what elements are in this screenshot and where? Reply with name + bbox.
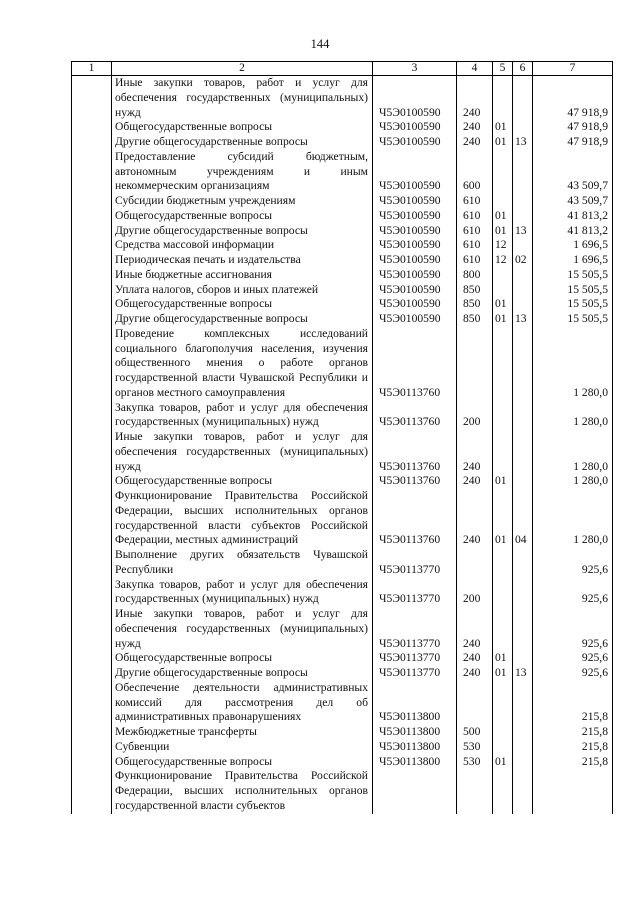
expense-type-code: 500 bbox=[457, 725, 493, 740]
section-code: 01 bbox=[493, 666, 513, 681]
row-name: Предоставление субсидий бюджетным, автономным учреждениям и иным некоммерческим организациям bbox=[112, 150, 373, 194]
target-article-code: Ч5Э0100590 bbox=[373, 150, 457, 194]
target-article-code: Ч5Э0100590 bbox=[373, 76, 457, 121]
table-row bbox=[72, 474, 613, 489]
expense-type-code bbox=[457, 681, 493, 725]
section-code bbox=[493, 430, 513, 474]
subsection-code bbox=[513, 76, 533, 121]
cell-col1 bbox=[72, 253, 112, 268]
expense-type-code: 610 bbox=[457, 224, 493, 239]
target-article-code: Ч5Э0113770 bbox=[373, 548, 457, 578]
subsection-code bbox=[513, 401, 533, 431]
cell-col1 bbox=[72, 548, 112, 578]
target-article-code: Ч5Э0100590 bbox=[373, 312, 457, 327]
section-code bbox=[493, 283, 513, 298]
row-name: Другие общегосударственные вопросы bbox=[112, 666, 373, 681]
section-code: 01 bbox=[493, 312, 513, 327]
section-code: 01 bbox=[493, 297, 513, 312]
row-name: Проведение комплексных исследований социального благополучия населения, изучения общественного мнения о работе органов государственной власти Чувашской Республики и органов местного самоуправления bbox=[112, 327, 373, 401]
subsection-code bbox=[513, 755, 533, 770]
table-row bbox=[72, 725, 613, 740]
row-name: Выполнение других обязательств Чувашской Республики bbox=[112, 548, 373, 578]
cell-col1 bbox=[72, 120, 112, 135]
table-row bbox=[72, 489, 613, 548]
expense-type-code: 240 bbox=[457, 474, 493, 489]
amount: 15 505,5 bbox=[533, 297, 613, 312]
table-row bbox=[72, 769, 613, 813]
column-header: 7 bbox=[533, 62, 613, 76]
amount: 215,8 bbox=[533, 740, 613, 755]
target-article-code: Ч5Э0113760 bbox=[373, 474, 457, 489]
table-row bbox=[72, 224, 613, 239]
table-row bbox=[72, 666, 613, 681]
column-header: 2 bbox=[112, 62, 373, 76]
cell-col1 bbox=[72, 474, 112, 489]
cell-col1 bbox=[72, 578, 112, 608]
section-code bbox=[493, 607, 513, 651]
expense-type-code: 240 bbox=[457, 430, 493, 474]
subsection-code bbox=[513, 297, 533, 312]
row-name: Другие общегосударственные вопросы bbox=[112, 135, 373, 150]
table-row bbox=[72, 578, 613, 608]
section-code: 12 bbox=[493, 253, 513, 268]
expense-type-code: 200 bbox=[457, 401, 493, 431]
section-code bbox=[493, 194, 513, 209]
amount: 15 505,5 bbox=[533, 268, 613, 283]
table-row bbox=[72, 194, 613, 209]
subsection-code bbox=[513, 194, 533, 209]
target-article-code: Ч5Э0113800 bbox=[373, 740, 457, 755]
target-article-code: Ч5Э0113800 bbox=[373, 725, 457, 740]
cell-col1 bbox=[72, 135, 112, 150]
amount: 1 280,0 bbox=[533, 401, 613, 431]
row-name: Уплата налогов, сборов и иных платежей bbox=[112, 283, 373, 298]
row-name: Периодическая печать и издательства bbox=[112, 253, 373, 268]
amount: 925,6 bbox=[533, 548, 613, 578]
row-name: Общегосударственные вопросы bbox=[112, 651, 373, 666]
amount bbox=[533, 769, 613, 813]
subsection-code bbox=[513, 578, 533, 608]
cell-col1 bbox=[72, 401, 112, 431]
table-row bbox=[72, 76, 613, 121]
table-row bbox=[72, 651, 613, 666]
subsection-code bbox=[513, 327, 533, 401]
row-name: Субсидии бюджетным учреждениям bbox=[112, 194, 373, 209]
expense-type-code: 850 bbox=[457, 297, 493, 312]
column-header: 4 bbox=[457, 62, 493, 76]
row-name: Средства массовой информации bbox=[112, 238, 373, 253]
subsection-code bbox=[513, 474, 533, 489]
subsection-code: 13 bbox=[513, 135, 533, 150]
subsection-code: 13 bbox=[513, 312, 533, 327]
section-code bbox=[493, 769, 513, 813]
section-code: 01 bbox=[493, 209, 513, 224]
section-code: 01 bbox=[493, 120, 513, 135]
amount: 925,6 bbox=[533, 607, 613, 651]
target-article-code: Ч5Э0100590 bbox=[373, 224, 457, 239]
amount: 1 280,0 bbox=[533, 327, 613, 401]
table-row bbox=[72, 681, 613, 725]
section-code: 01 bbox=[493, 755, 513, 770]
section-code bbox=[493, 578, 513, 608]
subsection-code bbox=[513, 430, 533, 474]
target-article-code bbox=[373, 769, 457, 813]
table-row bbox=[72, 283, 613, 298]
subsection-code bbox=[513, 548, 533, 578]
cell-col1 bbox=[72, 725, 112, 740]
cell-col1 bbox=[72, 194, 112, 209]
cell-col1 bbox=[72, 769, 112, 813]
subsection-code bbox=[513, 769, 533, 813]
subsection-code bbox=[513, 238, 533, 253]
expense-type-code: 530 bbox=[457, 755, 493, 770]
amount: 47 918,9 bbox=[533, 135, 613, 150]
table-row bbox=[72, 430, 613, 474]
table-row bbox=[72, 740, 613, 755]
column-header: 1 bbox=[72, 62, 112, 76]
cell-col1 bbox=[72, 283, 112, 298]
expense-type-code: 800 bbox=[457, 268, 493, 283]
section-code: 01 bbox=[493, 135, 513, 150]
section-code bbox=[493, 150, 513, 194]
amount: 215,8 bbox=[533, 725, 613, 740]
table-row bbox=[72, 209, 613, 224]
expense-type-code: 240 bbox=[457, 651, 493, 666]
amount: 43 509,7 bbox=[533, 150, 613, 194]
amount: 47 918,9 bbox=[533, 120, 613, 135]
row-name: Субвенции bbox=[112, 740, 373, 755]
table-row bbox=[72, 238, 613, 253]
amount: 15 505,5 bbox=[533, 283, 613, 298]
target-article-code: Ч5Э0113770 bbox=[373, 578, 457, 608]
row-name: Закупка товаров, работ и услуг для обеспечения государственных (муниципальных) нужд bbox=[112, 578, 373, 608]
target-article-code: Ч5Э0113770 bbox=[373, 607, 457, 651]
amount: 1 696,5 bbox=[533, 238, 613, 253]
row-name: Общегосударственные вопросы bbox=[112, 209, 373, 224]
table-row bbox=[72, 607, 613, 651]
subsection-code bbox=[513, 607, 533, 651]
amount: 215,8 bbox=[533, 681, 613, 725]
section-code bbox=[493, 327, 513, 401]
cell-col1 bbox=[72, 681, 112, 725]
row-name: Функционирование Правительства Российской Федерации, высших исполнительных органов государственной власти субъектов Российской Федерации, местных администраций bbox=[112, 489, 373, 548]
cell-col1 bbox=[72, 224, 112, 239]
row-name: Функционирование Правительства Российской Федерации, высших исполнительных органов государственной власти субъектов bbox=[112, 769, 373, 813]
subsection-code: 13 bbox=[513, 224, 533, 239]
expense-type-code bbox=[457, 548, 493, 578]
target-article-code: Ч5Э0100590 bbox=[373, 209, 457, 224]
target-article-code: Ч5Э0100590 bbox=[373, 268, 457, 283]
target-article-code: Ч5Э0113760 bbox=[373, 489, 457, 548]
section-code: 01 bbox=[493, 224, 513, 239]
expense-type-code bbox=[457, 327, 493, 401]
target-article-code: Ч5Э0100590 bbox=[373, 238, 457, 253]
cell-col1 bbox=[72, 150, 112, 194]
target-article-code: Ч5Э0100590 bbox=[373, 283, 457, 298]
expense-type-code: 850 bbox=[457, 283, 493, 298]
column-header: 5 bbox=[493, 62, 513, 76]
section-code bbox=[493, 681, 513, 725]
subsection-code bbox=[513, 283, 533, 298]
target-article-code: Ч5Э0113760 bbox=[373, 401, 457, 431]
expense-type-code: 600 bbox=[457, 150, 493, 194]
subsection-code bbox=[513, 209, 533, 224]
cell-col1 bbox=[72, 666, 112, 681]
cell-col1 bbox=[72, 651, 112, 666]
expense-type-code: 530 bbox=[457, 740, 493, 755]
table-row bbox=[72, 297, 613, 312]
target-article-code: Ч5Э0113760 bbox=[373, 327, 457, 401]
row-name: Закупка товаров, работ и услуг для обеспечения государственных (муниципальных) нужд bbox=[112, 401, 373, 431]
section-code bbox=[493, 548, 513, 578]
target-article-code: Ч5Э0113800 bbox=[373, 681, 457, 725]
cell-col1 bbox=[72, 327, 112, 401]
cell-col1 bbox=[72, 209, 112, 224]
row-name: Межбюджетные трансферты bbox=[112, 725, 373, 740]
cell-col1 bbox=[72, 755, 112, 770]
row-name: Общегосударственные вопросы bbox=[112, 120, 373, 135]
table-row bbox=[72, 401, 613, 431]
expense-type-code: 610 bbox=[457, 238, 493, 253]
section-code: 01 bbox=[493, 489, 513, 548]
column-header: 3 bbox=[373, 62, 457, 76]
target-article-code: Ч5Э0113760 bbox=[373, 430, 457, 474]
cell-col1 bbox=[72, 607, 112, 651]
subsection-code bbox=[513, 681, 533, 725]
row-name: Иные закупки товаров, работ и услуг для обеспечения государственных (муниципальных) нужд bbox=[112, 430, 373, 474]
column-number-header bbox=[72, 62, 613, 76]
section-code bbox=[493, 725, 513, 740]
section-code bbox=[493, 740, 513, 755]
amount: 47 918,9 bbox=[533, 76, 613, 121]
cell-col1 bbox=[72, 76, 112, 121]
row-name: Общегосударственные вопросы bbox=[112, 755, 373, 770]
amount: 925,6 bbox=[533, 578, 613, 608]
section-code: 12 bbox=[493, 238, 513, 253]
row-name: Общегосударственные вопросы bbox=[112, 297, 373, 312]
table-row bbox=[72, 135, 613, 150]
cell-col1 bbox=[72, 297, 112, 312]
target-article-code: Ч5Э0100590 bbox=[373, 297, 457, 312]
subsection-code: 02 bbox=[513, 253, 533, 268]
row-name: Обеспечение деятельности административных комиссий для рассмотрения дел об административных правонарушениях bbox=[112, 681, 373, 725]
subsection-code bbox=[513, 725, 533, 740]
expense-type-code: 240 bbox=[457, 666, 493, 681]
row-name: Другие общегосударственные вопросы bbox=[112, 312, 373, 327]
amount: 925,6 bbox=[533, 651, 613, 666]
cell-col1 bbox=[72, 430, 112, 474]
subsection-code: 04 bbox=[513, 489, 533, 548]
section-code bbox=[493, 268, 513, 283]
subsection-code bbox=[513, 150, 533, 194]
subsection-code bbox=[513, 268, 533, 283]
table-row bbox=[72, 150, 613, 194]
table-row bbox=[72, 312, 613, 327]
expense-type-code: 850 bbox=[457, 312, 493, 327]
section-code bbox=[493, 76, 513, 121]
target-article-code: Ч5Э0113770 bbox=[373, 666, 457, 681]
page-number: 144 bbox=[310, 37, 330, 51]
amount: 1 280,0 bbox=[533, 474, 613, 489]
subsection-code: 13 bbox=[513, 666, 533, 681]
row-name: Иные закупки товаров, работ и услуг для обеспечения государственных (муниципальных) нужд bbox=[112, 76, 373, 121]
amount: 1 280,0 bbox=[533, 489, 613, 548]
amount: 15 505,5 bbox=[533, 312, 613, 327]
amount: 215,8 bbox=[533, 755, 613, 770]
expense-type-code: 610 bbox=[457, 253, 493, 268]
row-name: Иные бюджетные ассигнования bbox=[112, 268, 373, 283]
target-article-code: Ч5Э0100590 bbox=[373, 135, 457, 150]
section-code bbox=[493, 401, 513, 431]
amount: 41 813,2 bbox=[533, 209, 613, 224]
target-article-code: Ч5Э0100590 bbox=[373, 253, 457, 268]
target-article-code: Ч5Э0113770 bbox=[373, 651, 457, 666]
table-row bbox=[72, 268, 613, 283]
table-row bbox=[72, 327, 613, 401]
cell-col1 bbox=[72, 268, 112, 283]
expense-type-code: 240 bbox=[457, 489, 493, 548]
section-code: 01 bbox=[493, 474, 513, 489]
target-article-code: Ч5Э0100590 bbox=[373, 194, 457, 209]
expense-type-code: 240 bbox=[457, 76, 493, 121]
row-name: Иные закупки товаров, работ и услуг для обеспечения государственных (муниципальных) нужд bbox=[112, 607, 373, 651]
cell-col1 bbox=[72, 312, 112, 327]
row-name: Общегосударственные вопросы bbox=[112, 474, 373, 489]
expense-type-code: 240 bbox=[457, 607, 493, 651]
expense-type-code: 240 bbox=[457, 135, 493, 150]
expense-type-code bbox=[457, 769, 493, 813]
amount: 41 813,2 bbox=[533, 224, 613, 239]
table-row bbox=[72, 755, 613, 770]
amount: 1 696,5 bbox=[533, 253, 613, 268]
table-row bbox=[72, 548, 613, 578]
budget-table bbox=[71, 61, 613, 814]
expense-type-code: 610 bbox=[457, 194, 493, 209]
cell-col1 bbox=[72, 238, 112, 253]
target-article-code: Ч5Э0100590 bbox=[373, 120, 457, 135]
expense-type-code: 200 bbox=[457, 578, 493, 608]
cell-col1 bbox=[72, 740, 112, 755]
table-row bbox=[72, 120, 613, 135]
expense-type-code: 610 bbox=[457, 209, 493, 224]
section-code: 01 bbox=[493, 651, 513, 666]
amount: 43 509,7 bbox=[533, 194, 613, 209]
amount: 1 280,0 bbox=[533, 430, 613, 474]
amount: 925,6 bbox=[533, 666, 613, 681]
expense-type-code: 240 bbox=[457, 120, 493, 135]
row-name: Другие общегосударственные вопросы bbox=[112, 224, 373, 239]
target-article-code: Ч5Э0113800 bbox=[373, 755, 457, 770]
cell-col1 bbox=[72, 489, 112, 548]
subsection-code bbox=[513, 120, 533, 135]
table-row bbox=[72, 253, 613, 268]
subsection-code bbox=[513, 651, 533, 666]
column-header: 6 bbox=[513, 62, 533, 76]
subsection-code bbox=[513, 740, 533, 755]
